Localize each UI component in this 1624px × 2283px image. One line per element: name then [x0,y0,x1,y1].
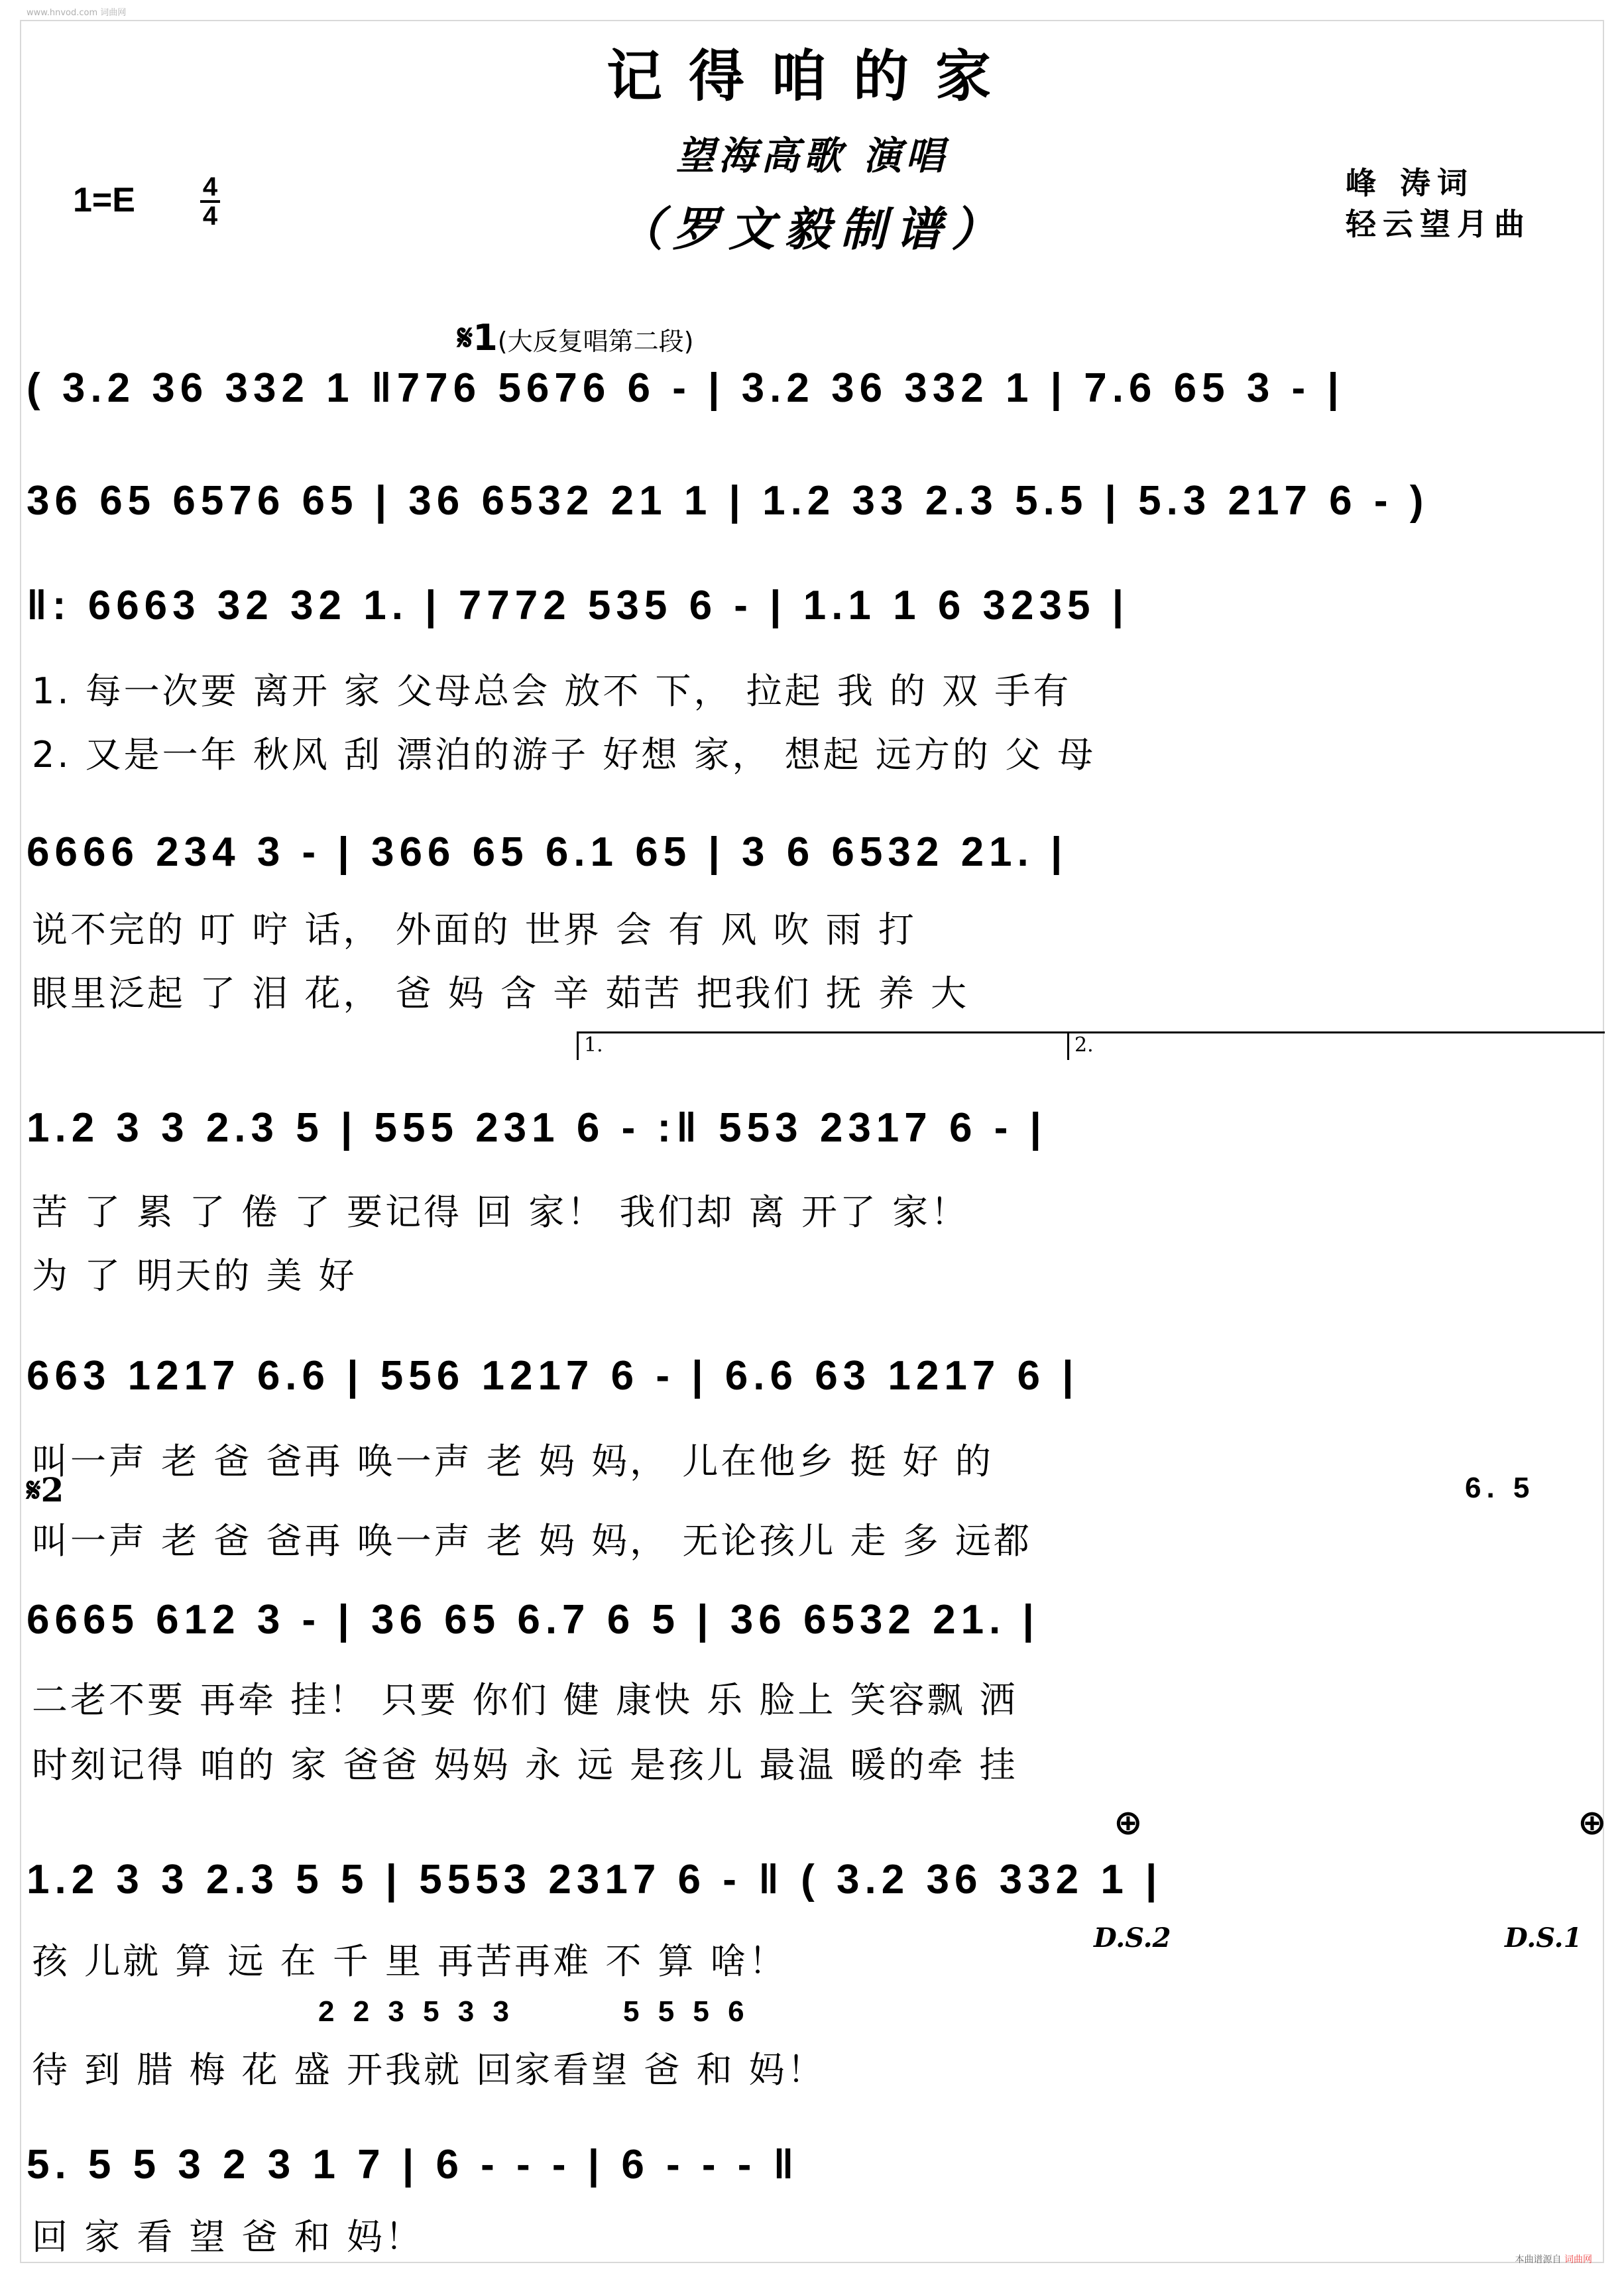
footer-source: 本曲谱源自 [1515,2254,1562,2265]
system-2 [27,471,1597,550]
footer-site: 词曲网 [1564,2254,1592,2265]
alt-notes-b: 5 5 5 6 [623,1995,750,2028]
system-7 [27,1590,1597,1788]
watermark: www.hnvod.com 词曲网 [27,8,127,18]
meter-bottom: 4 [202,202,218,231]
ds2-mark: D.S.2 [1094,1922,1171,1954]
time-signature [200,174,220,229]
lyric-verse-2: 2. 又是一年 秋风 刮 漂泊的游子 好想 家， 想起 远方的 父 母 [32,734,1096,776]
lyric-verse-1: 二老不要 再牵 挂！ 只要 你们 健 康快 乐 脸上 笑容飘 洒 [32,1679,1018,1721]
segno1-mark: 𝄋1 [457,317,498,359]
lyric-verse-1: 孩 儿就 算 远 在 千 里 再苦再难 不 算 啥！ [32,1940,787,1982]
meter-top: 4 [202,172,218,202]
notation-line: ‖: 6663 32 32 1. | 7772 535 6 - | 1.1 1 6 3235 | [27,583,1130,628]
lyricist-credit: 峰 涛词 [1346,165,1475,201]
lyric-verse-1: 苦 了 累 了 倦 了 要记得 回 家！ 我们却 离 开了 家！ [32,1191,969,1233]
lyric-verse-2: 为 了 明天的 美 好 [32,1255,357,1297]
system-4 [27,822,1597,1021]
lyric-verse-1: 说不完的 叮 咛 话， 外面的 世界 会 有 风 吹 雨 打 [32,909,917,951]
key-signature: 1=E [73,181,135,219]
alt-notes-a: 2 2 3 5 3 3 [318,1995,514,2028]
lyric-verse-2: 待 到 腊 梅 花 盛 开我就 回家看望 爸 和 妈！ [32,2049,826,2091]
ds1-mark: D.S.1 [1505,1922,1582,1954]
volta-1: 1. [577,1031,1074,1060]
notation-line: 6665 612 3 - | 36 65 6.7 6 5 | 36 6532 21. | [27,1597,1039,1643]
notation-line: 6666 234 3 - | 366 65 6.1 65 | 3 6 6532 21. | [27,829,1068,875]
lyric-verse-2: 叫一声 老 爸 爸再 唤一声 老 妈 妈， 无论孩儿 走 多 远都 [32,1520,1032,1562]
lyric-verse-1: 叫一声 老 爸 爸再 唤一声 老 妈 妈， 儿在他乡 挺 好 的 [32,1440,994,1482]
alt-notes: 6. 5 [1465,1472,1535,1504]
system-1 [27,358,1597,438]
notation-line: 663 1217 6.6 | 556 1217 6 - | 6.6 63 1217 6 | [27,1353,1079,1399]
notation-line: 1.2 3 3 2.3 5 | 555 231 6 - :‖ 553 2317 6 - | [27,1105,1047,1151]
segno-note: (大反复唱第二段) [497,327,694,356]
coda-sign-2: ⊕ [1578,1803,1607,1843]
lyric-verse-2: 眼里泛起 了 泪 花， 爸 妈 含 辛 茹苦 把我们 抚 养 大 [32,972,969,1014]
system-6 [27,1346,1597,1564]
system-5 [27,1031,1597,1310]
system-8 [27,1803,1607,2095]
volta-2: 2. [1067,1031,1605,1060]
system-3 [27,575,1597,788]
composer-credit: 轻云望月曲 [1346,206,1531,242]
segno2-mark: 𝄋2 [27,1470,64,1509]
notation-line: 1.2 3 3 2.3 5 5 | 5553 2317 6 - ‖ ( 3.2 36 332 1 | [27,1857,1163,1903]
lyric-verse-2: 时刻记得 咱的 家 爸爸 妈妈 永 远 是孩儿 最温 暖的牵 挂 [32,1744,1018,1786]
segno-annotation [457,317,693,359]
lyric-verse-1: 1. 每一次要 离开 家 父母总会 放不 下， 拉起 我 的 双 手有 [32,670,1072,712]
notation-line: ( 3.2 36 332 1 ‖776 5676 6 - | 3.2 36 332 1 | 7.6 65 3 - | [27,365,1344,411]
notation-line: 36 65 6576 65 | 36 6532 21 1 | 1.2 33 2.3 5.5 | 5.3 217 6 - ) [27,478,1429,524]
system-9 [27,2128,1597,2258]
song-title: 记得咱的家 [606,43,1017,109]
singer-credit: 望海高歌 演唱 [675,133,949,178]
coda-sign-1: ⊕ [1114,1803,1143,1843]
notation-line: 5. 5 5 3 2 3 1 7 | 6 - - - | 6 - - - ‖ [27,2142,799,2188]
arranger-credit: （罗文毅制谱） [617,202,1007,257]
footer [1515,2253,1592,2266]
lyric-verse-1: 回 家 看 望 爸 和 妈！ [32,2216,424,2258]
